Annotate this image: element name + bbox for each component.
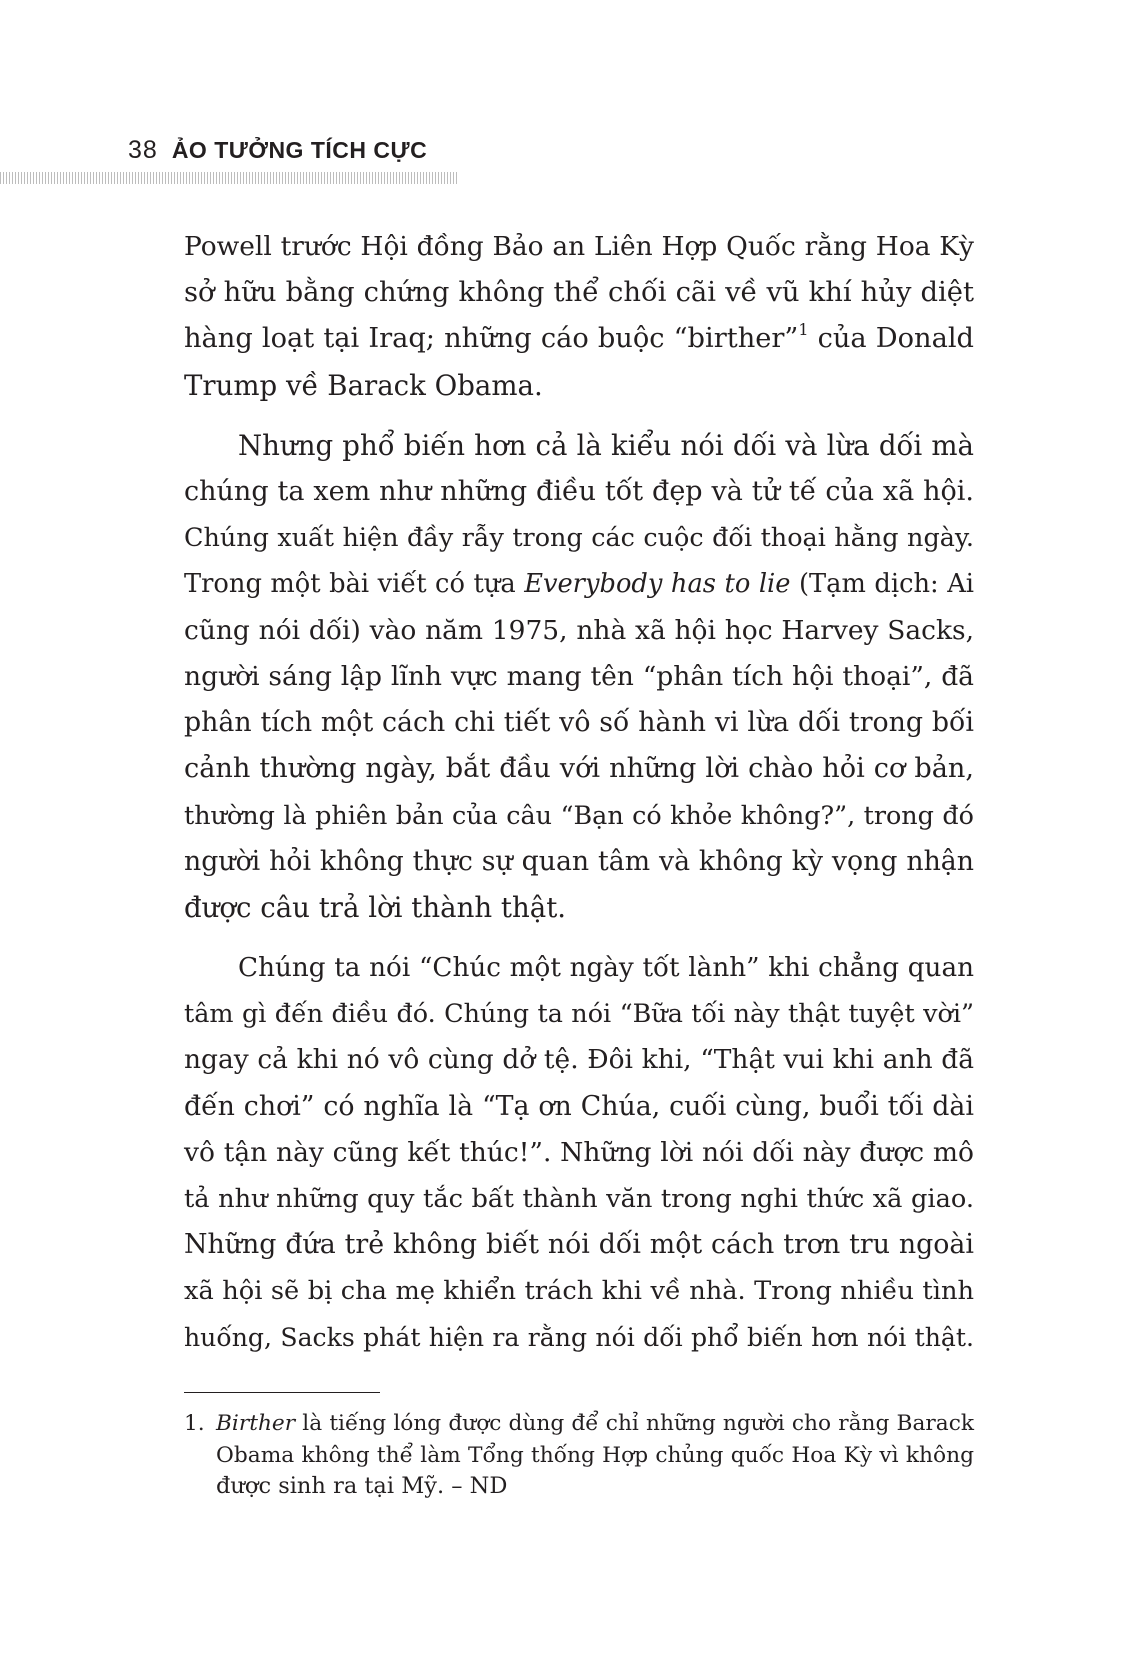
book-title: ẢO TƯỞNG TÍCH CỰC — [171, 137, 428, 163]
footnote-line — [184, 1408, 974, 1440]
text-line: huống, Sacks phát hiện ra rằng nói dối phổ biến hơn nói thật. — [184, 1322, 974, 1352]
text-line: xã hội sẽ bị cha mẹ khiển trách khi về nhà. Trong nhiều tình — [184, 1276, 974, 1307]
footnote-term: Birther — [216, 1411, 296, 1436]
text-line: chúng ta xem như những điều tốt đẹp và tử tế của xã hội. — [184, 476, 974, 508]
text-line: ngay cả khi nó vô cùng dở tệ. Đôi khi, “Thật vui khi anh đã — [184, 1044, 974, 1076]
text-line: vô tận này cũng kết thúc!”. Những lời nói dối này được mô — [184, 1136, 974, 1168]
text-line: Những đứa trẻ không biết nói dối một cách trơn tru ngoài — [184, 1229, 974, 1261]
running-header — [128, 136, 427, 176]
page-number: 38 — [128, 136, 158, 164]
text-line: người hỏi không thực sự quan tâm và không kỳ vọng nhận — [184, 845, 974, 877]
footnote-separator — [184, 1392, 380, 1393]
text-run: hàng loạt tại Iraq; những cáo buộc “birther” — [184, 323, 799, 355]
text-line: người sáng lập lĩnh vực mang tên “phân tích hội thoại”, đã — [184, 660, 974, 692]
text-line: Chúng xuất hiện đầy rẫy trong các cuộc đối thoại hằng ngày. — [184, 523, 974, 554]
text-line: Trump về Barack Obama. — [184, 368, 543, 402]
text-line: thường là phiên bản của câu “Bạn có khỏe không?”, trong đó — [184, 800, 974, 831]
text-line: tâm gì đến điều đó. Chúng ta nói “Bữa tối này thật tuyệt vời” — [184, 999, 974, 1030]
text-line: Nhưng phổ biến hơn cả là kiểu nói dối và lừa dối mà — [238, 428, 974, 462]
text-line: sở hữu bằng chứng không thể chối cãi về vũ khí hủy diệt — [184, 277, 974, 309]
footnote-marker: 1. — [184, 1411, 205, 1436]
footnote-reference: 1 — [798, 320, 809, 340]
footnote-line: được sinh ra tại Mỹ. – ND — [216, 1473, 508, 1499]
text-run: (Tạm dịch: Ai — [790, 569, 974, 600]
text-run: của Donald — [808, 323, 974, 355]
text-line: Chúng ta nói “Chúc một ngày tốt lành” khi chẳng quan — [238, 953, 974, 984]
text-line: cảnh thường ngày, bắt đầu với những lời chào hỏi cơ bản, — [184, 753, 974, 785]
text-line: phân tích một cách chi tiết vô số hành vi lừa dối trong bối — [184, 707, 974, 739]
text-run: là tiếng lóng được dùng để chỉ những người cho rằng Barack — [295, 1411, 974, 1436]
text-line: đến chơi” có nghĩa là “Tạ ơn Chúa, cuối cùng, buổi tối dài — [184, 1090, 974, 1122]
header-rule — [0, 172, 458, 184]
body-text — [184, 224, 974, 1361]
text-line: tả như những quy tắc bất thành văn trong nghi thức xã giao. — [184, 1184, 974, 1215]
paragraph — [184, 945, 974, 1361]
text-line — [184, 316, 974, 362]
text-run: Trong một bài viết có tựa — [184, 569, 525, 600]
paragraph — [184, 224, 974, 409]
text-line: cũng nói dối) vào năm 1975, nhà xã hội học Harvey Sacks, — [184, 614, 974, 646]
text-line: được câu trả lời thành thật. — [184, 890, 567, 924]
text-line: Powell trước Hội đồng Bảo an Liên Hợp Quốc rằng Hoa Kỳ — [184, 231, 974, 262]
footnote — [184, 1408, 974, 1503]
footnote-line: Obama không thể làm Tổng thống Hợp chủng quốc Hoa Kỳ vì không — [216, 1442, 974, 1468]
text-line — [184, 561, 974, 607]
paragraph — [184, 423, 974, 931]
article-title: Everybody has to lie — [524, 569, 791, 600]
